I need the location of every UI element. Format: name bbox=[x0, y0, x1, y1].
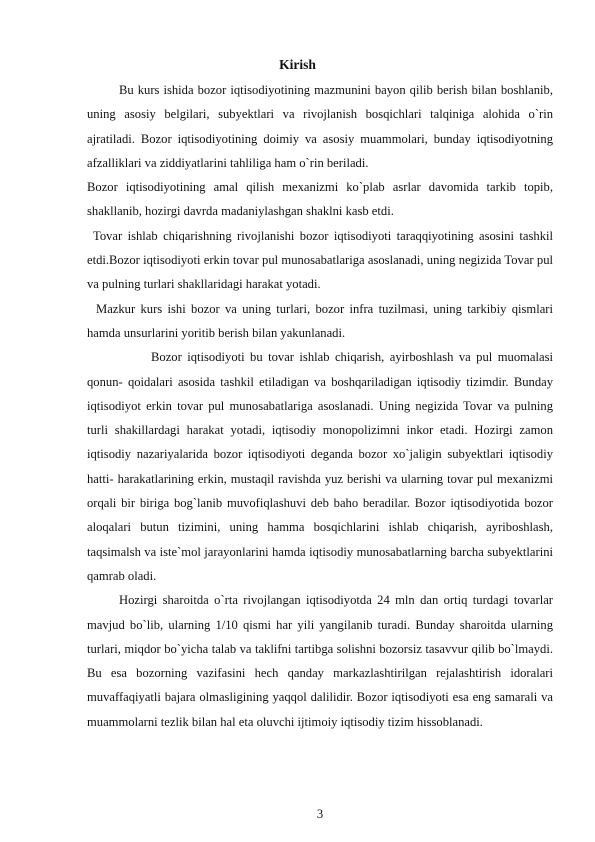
paragraph-conclusion: Mazkur kurs ishi bozor va uning turlari, bozor infra tuzilmasi, uning tarkibiy qismlari hamda unsurlarini yoritib berish bilan yakunlanadi. bbox=[87, 301, 553, 340]
paragraph-commodity: Tovar ishlab chiqarishning rivojlanishi bozor iqtisodiyoti taraqqiyotining asosini tashkil etdi.Bozor iqtisodiyoti erkin tovar pul munosabatlariga asoslanadi, uning negizida Tovar pul va pulning turlari shakllaridagi harakat yotadi. bbox=[87, 228, 553, 292]
page-title: Kirish bbox=[279, 57, 316, 72]
page-number: 3 bbox=[316, 807, 324, 821]
paragraph-definition: Bozor iqtisodiyoti bu tovar ishlab chiqarish, ayirboshlash va pul muomalasi qonun- qoidalari asosida tashkil etiladigan va boshqariladigan iqtisodiy tizimdir. Bunday iqtisodiyot erkin tovar pul munosabatlariga asoslanadi. Uning negizida Tovar va pulning turli shakillardagi harakat yotadi, iqtisodiy monopolizimni inkor etadi. Hozirgi zamon iqtisodiy nazariyalarida bozor iqtisodiyoti deganda bozor xo`jaligin subyektlari iqtisodiy hatti- harakatlarining erkin, mustaqil ravishda yuz berishi va ularning tovar pul mexanizmi orqali bir biriga bog`lanib muvofiqlashuvi deb baho beradilar. Bozor iqtisodiyotida bozor aloqalari butun tizimini, uning hamma bosqichlarini ishlab chiqarish, ayriboshlash, taqsimalsh va iste`mol jarayonlarini hamda iqtisodiy munosabatlarning barcha subyektlarini qamrab oladi. bbox=[87, 350, 553, 583]
paragraph-current: Hozirgi sharoitda o`rta rivojlangan iqtisodiyotda 24 mln dan ortiq turdagi tovarlar mavjud bo`lib, ularning 1/10 qismi har yili yangilanib turadi. Bunday sharoitda ularning turlari, miqdor bo`yicha talab va taklifni tartibga solishni bozorsiz tasavvur qilib bo`lmaydi. Bu esa bozorning vazifasini hech qanday markazlashtirilgan rejalashtirish idoralari muvaffaqiyatli bajara olmasligining yaqqol dalilidir. Bozor iqtisodiyoti esa eng samarali va muammolarni tezlik bilan hal eta oluvchi ijtimoiy iqtisodiy tizim hissoblanadi. bbox=[87, 593, 553, 729]
document-body bbox=[87, 78, 553, 734]
paragraph-intro: Bu kurs ishida bozor iqtisodiyotining mazmunini bayon qilib berish bilan boshlanib, uning asosiy belgilari, subyektlari va rivojlanish bosqichlari talqiniga alohida o`rin ajratiladi. Bozor iqtisodiyotining doimiy va asosiy muammolari, bunday iqtisodiyotning afzalliklari va ziddiyatlarini tahliliga ham o`rin beriladi. bbox=[87, 83, 553, 170]
paragraph-mechanism: Bozor iqtisodiyotining amal qilish mexanizmi ko`plab asrlar davomida tarkib topib, shakllanib, hozirgi davrda madaniylashgan shaklni kasb etdi. bbox=[87, 180, 553, 219]
